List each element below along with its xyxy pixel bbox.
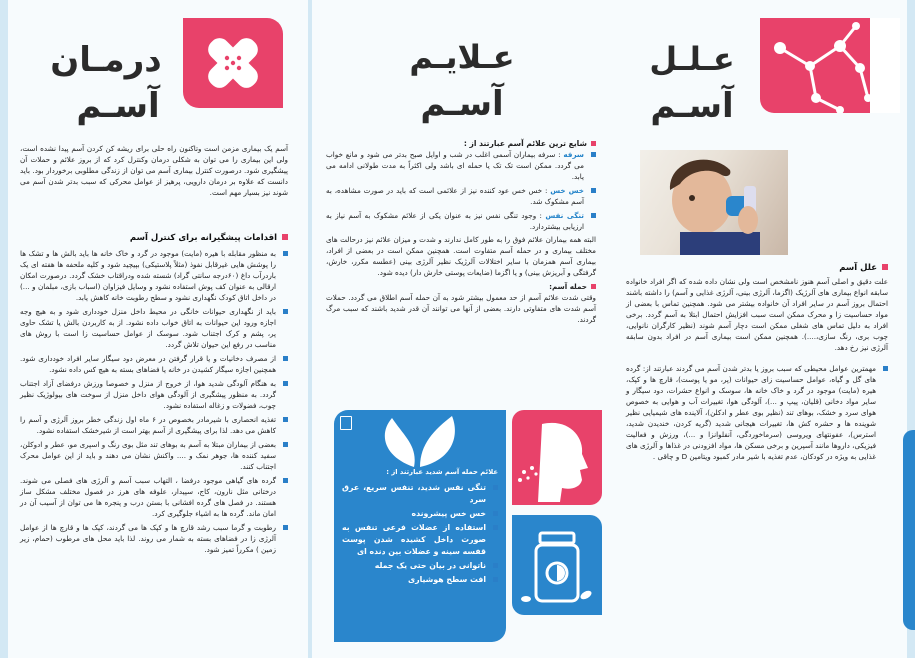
list-item: گرده های گیاهی موجود درفضا ، التهاب سبب آسم و آلرژی های فصلی می شوند. درختانی مثل نارون، کاج، سپیدار، علوفه های هرز در فصول مختلف مشکل ساز هستند. در فصل های گرده افشانی با بستن درب و پنجره ها می توان از آسیب آن در امان ماند. گرده ها به اشیاء جلوگیری کرد. [20,475,288,519]
list-item: از مصرف دخانیات و یا قرار گرفتن در معرض دود سیگار سایر افراد خودداری شود. همچنین اجازه سیگار کشیدن در خانه یا فضاهای بسته به هیچ کس داده نشود. [20,353,288,375]
triggers-list [626,363,888,462]
attack-paragraph: وقتی شدت علائم آسم از حد معمول بیشتر شود به آن حمله آسم اطلاق می گردد. حملات آسم شدت های متفاوتی دارند. بعضی از آنها می توانند آن قدر شدید باشند که سبب مرگ گردند. [326,293,596,324]
list-item: تغذیه انحصاری با شیرمادر بخصوص در ۶ ماه اول زندگی خطر بروز آلرژی و آسم را کاهش می دهد. لذا برای پیشگیری از آسم بهتر است از شیرخشک استفاده نشود. [20,414,288,436]
item-text: : خس خس عود کننده نیز از علائمی است که باید در صورت مشاهده، به آسم مشکوک شد. [326,186,584,206]
list-item [326,210,596,232]
symptoms-middle-paragraph: البته همه بیماران علائم فوق را به طور کامل ندارند و شدت و میزان علائم نیز درحالت های مختلف بیماری و در حمله آسم متفاوت است. همچنین ممکن است در بعضی از افراد، بیماری آسم همزمان با سایر اختلالات آلرژیک نظیر آلرژی بینی (عطسه مکرر، خارش، گرفتگی و آبریزش بینی) و یا اگزما (ضایعات پوستی خارش دار) دیده شود. [326,235,596,277]
list-item: رطوبت و گرما سبب رشد قارچ ها و کپک ها می گردند، کپک ها و قارچ ها از عوامل آلرژی زا در فضاهای بسته به شمار می روند. لذا باید محل های مرطوب (حمام، زیر زمین ) مکرراً تمیز شود. [20,522,288,555]
severe-attack-list [342,482,498,586]
list-item: به هنگام آلودگی شدید هوا، از خروج از منزل و خصوصا ورزش درفضای آزاد اجتناب گردد. به منظور پیشگیری از آلودگی هوای داخل منزل از سوخت های بیولوژیک نظیر چوب، فضولات و زغاله استفاده نشود. [20,378,288,411]
symptoms-panel [312,0,612,658]
list-item: به منظور مقابله با هیره (مایت) موجود در گرد و خاک خانه ها باید بالش ها و تشک ها را پوشش هایی غیرقابل نفوذ (مثلاً پلاستیکی) بپیچید شود و کلیه ملحفه ها هفته ای یک باردرآب داغ (۶۰درجه سانتی گراد) شسته شده ودراقتاب خشک گردد. درصورت امکان ارقالی به عنوان کف پوش استفاده نشود و وسایل فیزاوان (اسباب بازی، مبلمان و ...) در داخل اتاق کودک نگهداری نشود و سطح رطوبت خانه کاهش یابد. [20,248,288,303]
section-bullet-icon [591,141,596,146]
causes-paragraph: علت دقیق و اصلی آسم هنوز نامشخص است ولی نشان داده شده که اگر افراد خانواده سابقه انواع بیماری های آلرژیک (اگزما، آلرژی بینی، آلرژی غذایی و آسم) را داشته باشند احتمال بروز آسم در سایر افراد آن خانواده بیشتر می شود. همچنین تماس با بعضی از مواد حساسیت زا و محرک ممکن است سبب افزایش احتمال ابتلا به آسم گردد. برخی افراد به دلیل تماس های شغلی ممکن است دچار آسم شوند (نظیر کارگران نانوایی، چوب بری، رنگ سازی،....). همچنین ممکن است بیماری آسم در افراد بدون سابقه آلرژی نیز رخ دهد. [626,277,888,352]
prevention-section-label: اقدامات پیشگیرانه برای کنترل آسم [129,233,277,243]
severe-attack-box [334,410,506,642]
symptoms-title-line2: آسـم [420,84,504,124]
list-item [326,185,596,207]
symptoms-title-line1: عـلایـم [409,38,515,76]
symptoms-intro: شایع ترین علائم آسم عبارتند از : [463,139,587,148]
document-icon [340,416,352,430]
child-inhaler-photo [640,150,788,255]
list-item: تنگی نفس شدید، تنفس سریع، عرق سرد [342,482,498,506]
causes-text [626,263,888,462]
bandage-icon [183,18,283,108]
item-text: : وجود تنگی نفس نیز به عنوان یکی از علائم مشکوک به آسم نیاز به ارزیابی بیشتردارد. [326,211,584,231]
list-item: ناتوانی در بیان حتی یک جمله [342,560,498,572]
causes-title-line1: عـلـل [649,40,735,78]
list-item [326,149,596,182]
causes-panel [612,0,907,658]
list-item: مهمترین عوامل محیطی که سبب بروز یا بدتر شدن آسم می گردند عبارتند از: گرده های گل و گیاه، عوامل حساسیت زای حیوانات (پر، مو یا پوست)، قارچ ها و کپک، هیره (مایت) موجود در گرد و خاک خانه ها، سوسک و انواع حشرات، دود سیگار و سایر مواد دخانی (قلیان، پیپ و ...)، آلودگی هوا، تغییرات آب و هوایی به خصوص هوای سرد و خشک، بوهای تند (نظیر بوی عطر و ادکلن)، آلاینده های شیمیایی نظیر شوینده ها و حشره کش ها، تغییرات هیجانی شدید (گریه کردن، خندیدن شدید، استرس)، عفونتهای ویروسی (سرماخوردگی، آنفلوانزا و ...)، ورزش و فعالیت فیزیکی، داروها مانند آسپرین و برخی مسکن ها، مواد افزودنی در غذاها و آلرژی های غذایی به ویژه در کودکان، عدم تغذیه با شیر مادر کمبود ویتامین D و چاقی . [626,363,888,462]
corner-tab [870,18,900,113]
cough-icon [512,410,602,505]
list-item: افت سطح هوشیاری [342,574,498,586]
section-bullet-icon [282,234,288,240]
leaf-icon [374,412,464,470]
list-item: خس خس پیشرونده [342,508,498,520]
item-text: : سرفه بیماران آسمی اغلب در شب و اوایل صبح بدتر می شود و مانع خواب می گردد. ممکن است تک تک یا حمله ای باشد ولی اکثراً به مدت طولانی ادامه می یابد. [326,150,584,181]
treatment-title-line2: آسـم [76,86,160,126]
list-item: باید از نگهداری حیوانات خانگی در محیط داخل منزل خودداری شود و به هیچ وجه اجازه ورود این حیوانات به اتاق خواب داده نشود. از به کاربردن بالش یا تشک حاوی پر، پشم و کرک اجتناب شود. سوسک از عوامل حساسیت زا است با روش های مناسب در رفع این حیوان تلاش گردد. [20,306,288,350]
molecule-icon [760,18,870,113]
edge-tab [903,430,915,630]
section-bullet-icon [591,284,596,289]
severe-attack-title: علائم حمله آسم شدید عبارتند از : [386,468,498,476]
prevention-list [20,248,288,555]
treatment-title-line1: درمـان [50,40,162,80]
list-item: بعضی از بیماران مبتلا به آسم به بوهای تند مثل بوی رنگ و اسپری مو، عطر و ادوکلن، سفید کننده ها، جوهر نمک و .... واکنش نشان می دهند و باید از این عوامل محرک اجتناب کنند. [20,439,288,472]
attack-label: حمله آسم: [549,282,587,291]
causes-section-title: علل آسم [839,263,877,273]
item-label: تنگی نفس [545,211,585,220]
item-label: خس خس [550,186,584,195]
treatment-intro: آسم یک بیماری مزمن است وتاکنون راه حلی برای ریشه کن کردن آسم پیدا نشده است، ولی این بیماری را می توان به شکلی درمان وکنترل کرد که از بروز علائم و حملات آن پیشگیری شود. درصورت کنترل بیماری آسم می توان از زندگی مطلوبی برخوردار بود. باید دانست که علاوه بر درمان دارویی، پرهیز از عوامل محرکی که سبب بدتر شدن آسم می شوند نیز بسیار مهم است. [20,144,288,197]
prevention-section-title [20,233,288,243]
item-label: سرفه [563,150,584,159]
treatment-panel [8,0,308,658]
section-bullet-icon [882,264,888,270]
symptoms-text [326,138,596,325]
symptoms-list [326,149,596,232]
medicine-bottle-icon [512,515,602,615]
causes-title-line2: آسـم [650,86,734,126]
list-item: استفاده از عضلات فرعی تنفس به صورت داخل کشیده شدن پوست قفسه سینه و عضلات بین دنده ای [342,522,498,558]
